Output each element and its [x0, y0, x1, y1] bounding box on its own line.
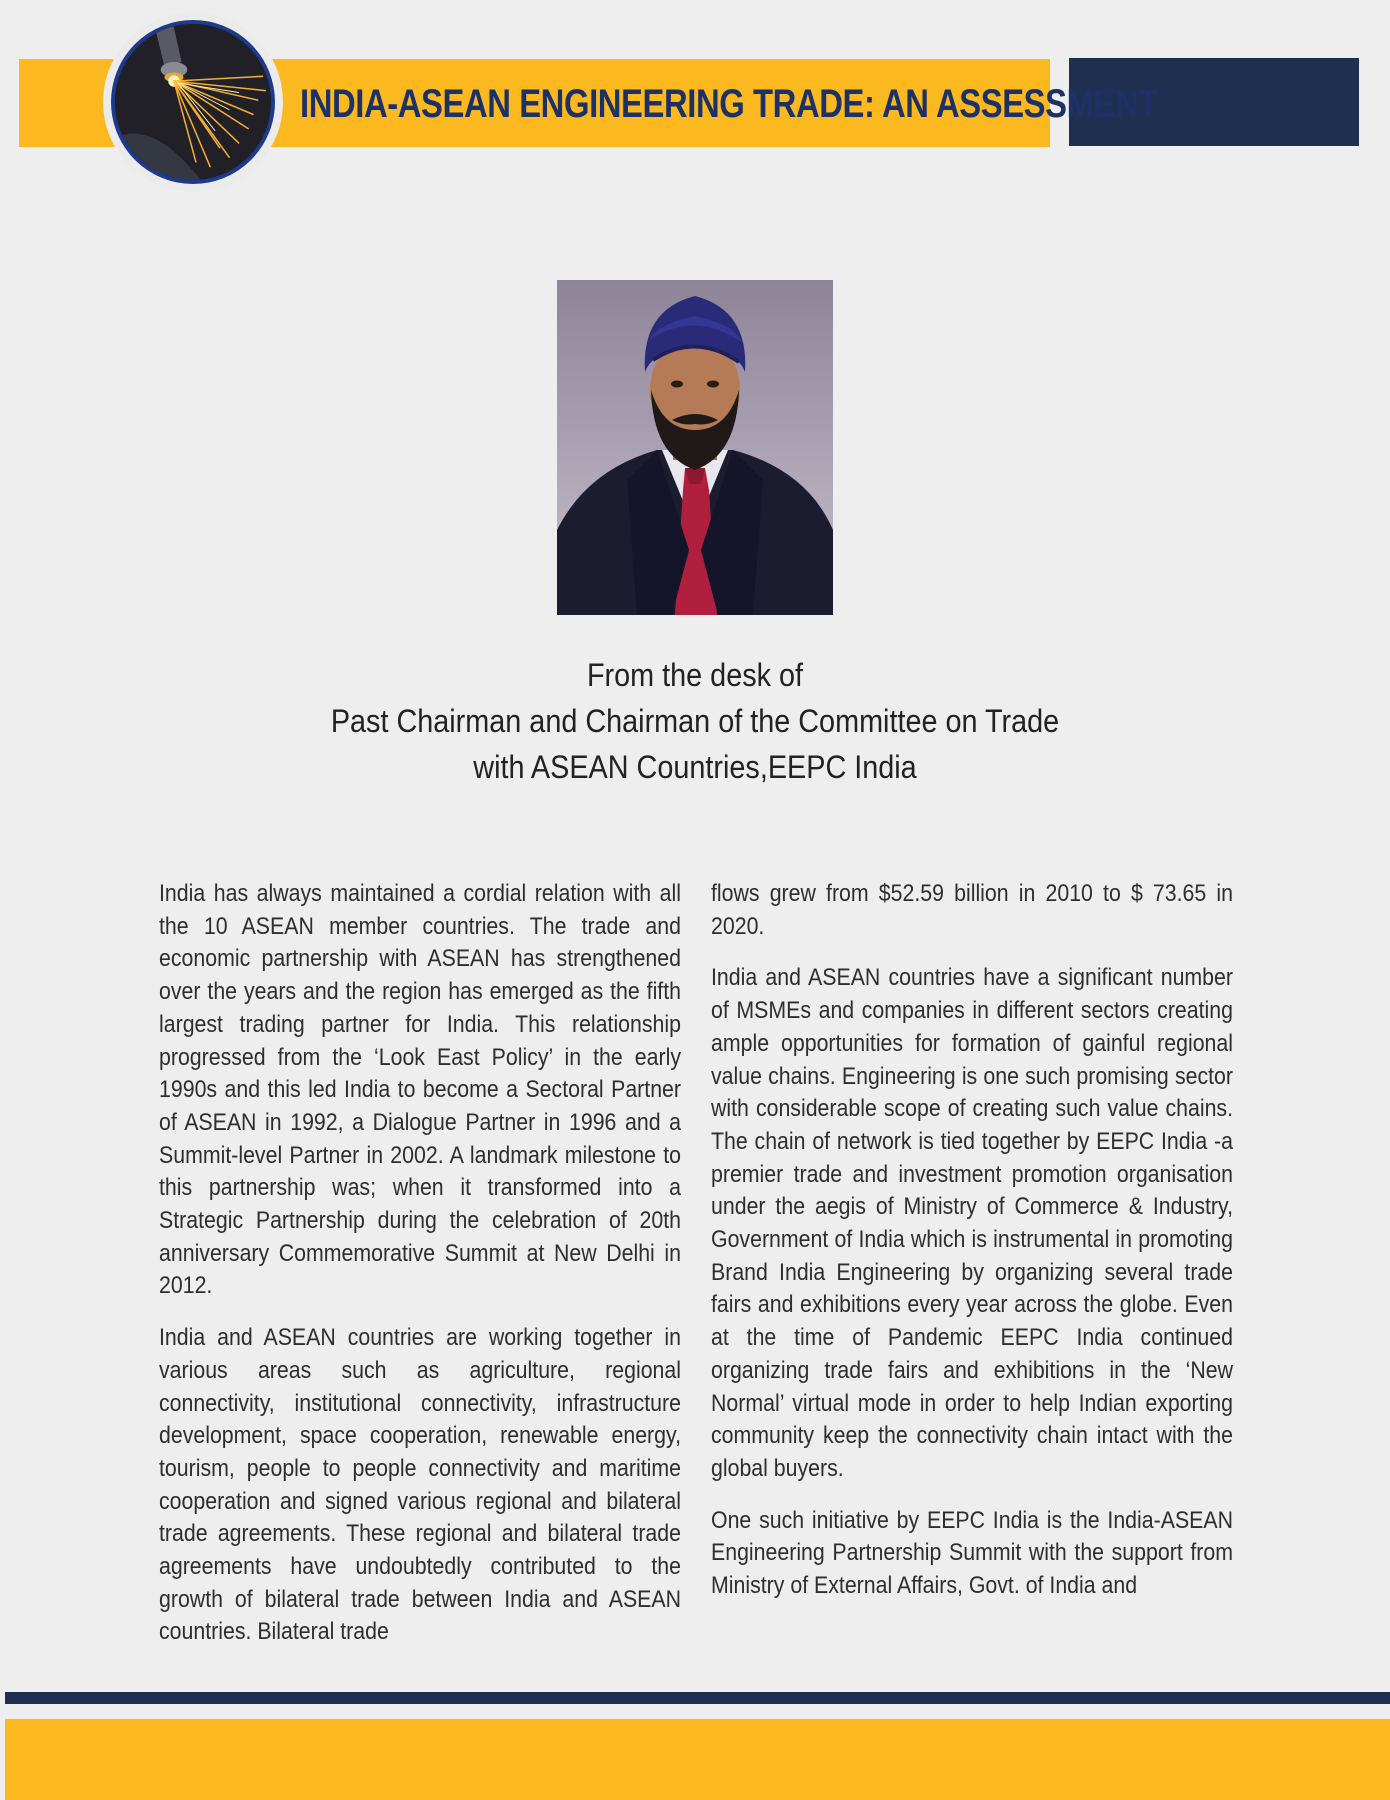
- heading-line-3: with ASEAN Countries,EEPC India: [473, 749, 917, 785]
- grinding-sparks-icon: [111, 20, 275, 184]
- heading-line-1: From the desk of: [586, 657, 804, 693]
- paragraph: India and ASEAN countries are working together in various areas such as agriculture, regional connectivity, institutional connectivity, infrastructure development, space cooperation, renewable energy, tourism, people to people connectivity and maritime cooperation and signed various regional and bilateral trade agreements. These regional and bilateral trade agreements have undoubtedly contributed to the growth of bilateral trade between India and ASEAN countries. Bilateral trade: [159, 1324, 681, 1646]
- header-emblem: [103, 12, 283, 192]
- paragraph: India and ASEAN countries have a significant number of MSMEs and companies in different sectors creating ample opportunities for formation of gainful regional value chains. Engineering is one such promising sector with considerable scope of creating such value chains. The chain of network is tied together by EEPC India -a premier trade and investment promotion organisation under the aegis of Ministry of Commerce & Industry, Government of India which is instrumental in promoting Brand India Engineering by organizing several trade fairs and exhibitions every year across the globe. Even at the time of Pandemic EEPC India continued organizing trade fairs and exhibitions in the ‘New Normal’ virtual mode in order to help Indian exporting community keep the connectivity chain intact with the global buyers.: [711, 964, 1233, 1482]
- paragraph: One such initiative by EEPC India is the India-ASEAN Engineering Partnership Summit with the support from Ministry of External Affairs, Govt. of India and: [711, 1506, 1233, 1600]
- footer-yellow-band: [5, 1719, 1390, 1800]
- paragraph: flows grew from $52.59 billion in 2010 to $ 73.65 in 2020.: [711, 880, 1233, 940]
- document-title: INDIA-ASEAN ENGINEERING TRADE: AN ASSESSMENT: [300, 82, 1158, 126]
- right-column: [711, 878, 1233, 1622]
- desk-heading: [245, 652, 1145, 790]
- paragraph: India has always maintained a cordial relation with all the 10 ASEAN member countries. The trade and economic partnership with ASEAN has strengthened over the years and the region has emerged as the fifth largest trading partner for India. This relationship progressed from the ‘Look East Policy’ in the early 1990s and this led India to become a Sectoral Partner of ASEAN in 1992, a Dialogue Partner in 1996 and a Summit-level Partner in 2002. A landmark milestone to this partnership was; when it transformed into a Strategic Partnership during the celebration of 20th anniversary Commemorative Summit at New Delhi in 2012.: [159, 880, 681, 1300]
- left-column: [159, 878, 681, 1668]
- heading-line-2: Past Chairman and Chairman of the Committee on Trade: [330, 703, 1060, 739]
- person-portrait-icon: [557, 280, 833, 615]
- footer-navy-stripe: [5, 1692, 1390, 1704]
